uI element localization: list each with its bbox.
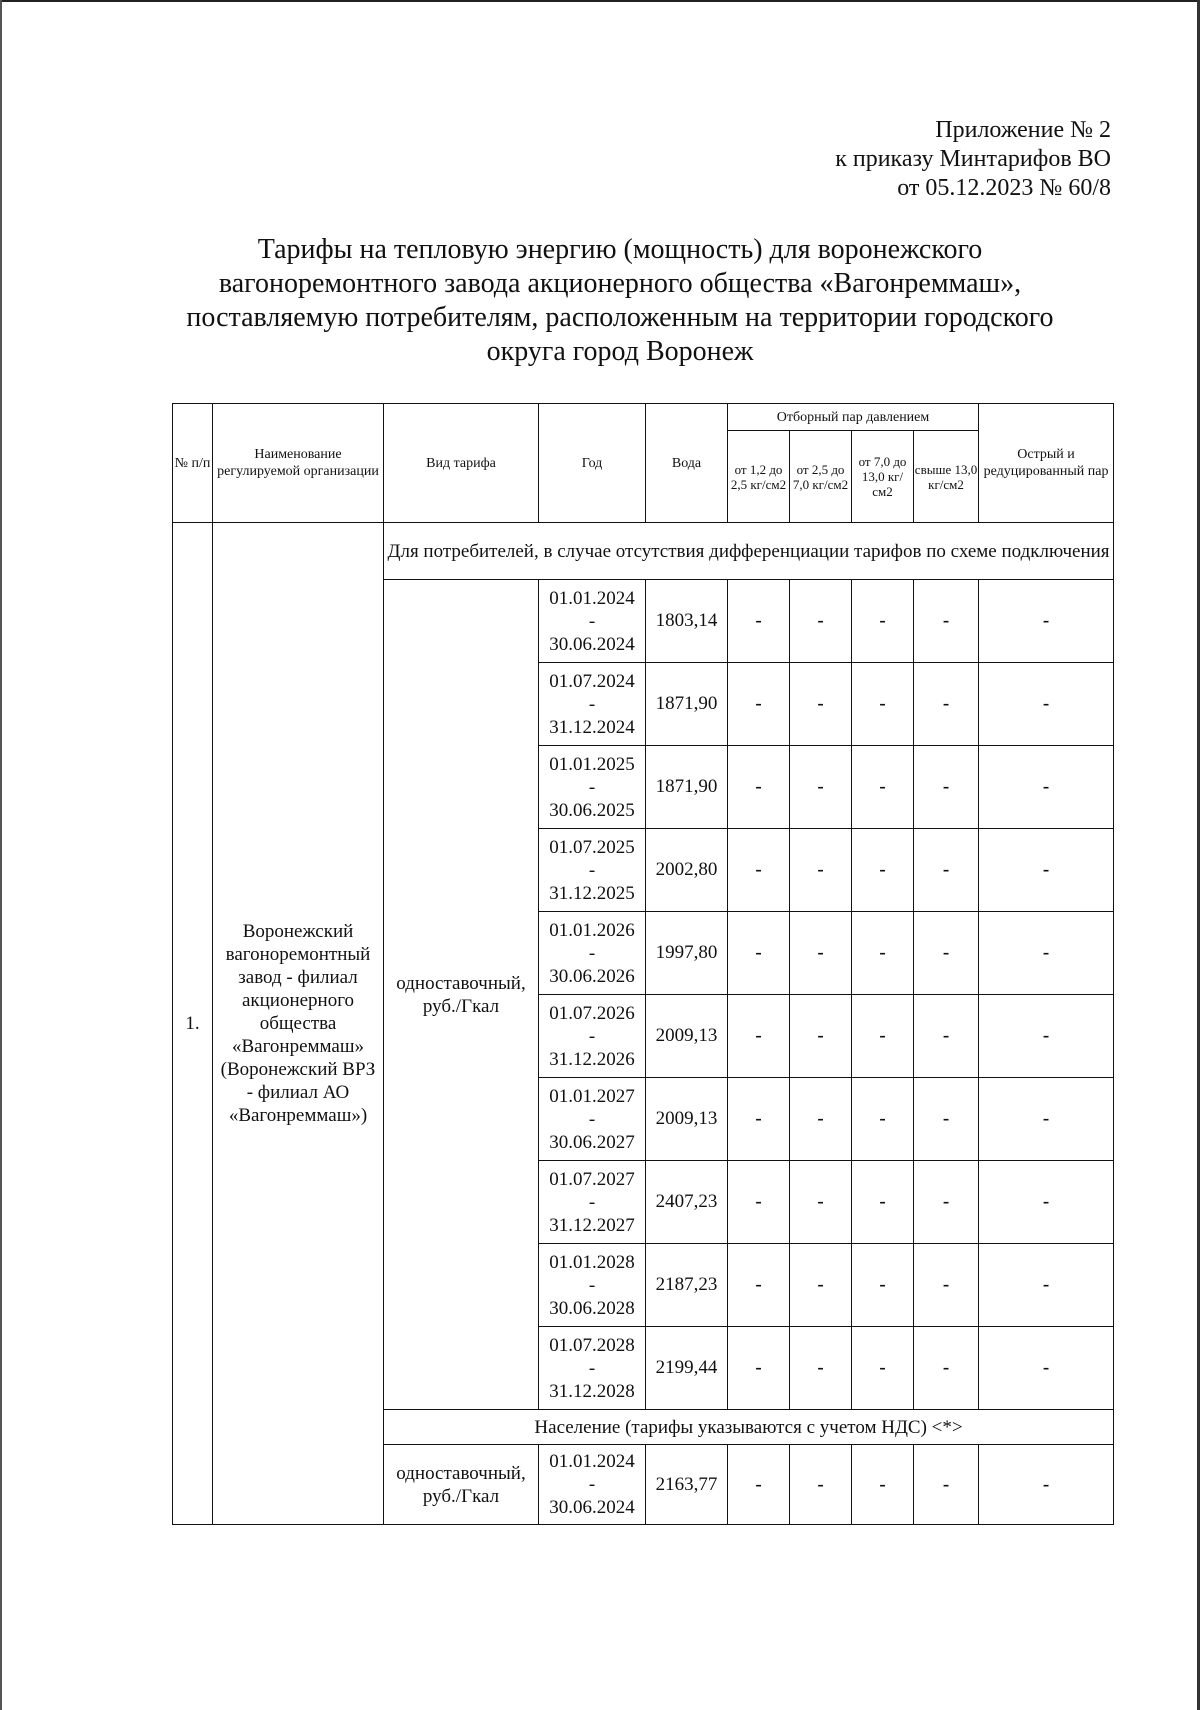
steam-3-value: - <box>852 580 914 663</box>
steam-1-value: - <box>728 746 790 829</box>
period-end: 31.12.2024 <box>549 716 635 738</box>
appendix-reference <box>835 116 1111 203</box>
steam-3-value: - <box>852 912 914 995</box>
steam-1-value: - <box>728 1327 790 1410</box>
steam-2-value: - <box>790 1078 852 1161</box>
steam-1-value: - <box>728 995 790 1078</box>
period-separator: - <box>588 1474 596 1495</box>
period-separator: - <box>588 1191 596 1213</box>
steam-2-value: - <box>790 580 852 663</box>
water-tariff: 2009,13 <box>646 995 728 1078</box>
header-tariff-type: Вид тарифа <box>384 404 539 523</box>
steam-4-value: - <box>914 912 979 995</box>
water-tariff: 2407,23 <box>646 1161 728 1244</box>
steam-2-value: - <box>790 1161 852 1244</box>
period-end: 31.12.2025 <box>549 882 635 904</box>
title-line: Тарифы на тепловую энергию (мощность) для воронежского <box>257 234 983 265</box>
period-cell <box>539 1244 646 1327</box>
sharp-steam-value: - <box>979 1445 1114 1525</box>
steam-1-value: - <box>728 829 790 912</box>
water-tariff: 2002,80 <box>646 829 728 912</box>
steam-3-value: - <box>852 829 914 912</box>
steam-1-value: - <box>728 1244 790 1327</box>
period-separator: - <box>588 1025 596 1047</box>
appendix-line: к приказу Минтарифов ВО <box>835 146 1111 172</box>
tariff-type-cell: одноставочный, руб./Гкал <box>384 1445 539 1525</box>
steam-1-value: - <box>728 663 790 746</box>
steam-3-value: - <box>852 1445 914 1525</box>
steam-2-value: - <box>790 829 852 912</box>
water-tariff: 2199,44 <box>646 1327 728 1410</box>
header-sharp-steam: Острый и редуцированный пар <box>979 404 1114 523</box>
steam-4-value: - <box>914 1327 979 1410</box>
sharp-steam-value: - <box>979 580 1114 663</box>
period-start: 01.01.2027 <box>549 1085 635 1107</box>
header-water: Вода <box>646 404 728 523</box>
sharp-steam-value: - <box>979 746 1114 829</box>
scan-edge-left <box>0 0 2 1710</box>
steam-1-value: - <box>728 580 790 663</box>
steam-4-value: - <box>914 580 979 663</box>
period-separator: - <box>588 942 596 964</box>
period-start: 01.01.2025 <box>549 753 635 775</box>
period-start: 01.07.2026 <box>549 1002 635 1024</box>
period-cell <box>539 1078 646 1161</box>
water-tariff: 1871,90 <box>646 663 728 746</box>
period-cell <box>539 663 646 746</box>
period-start: 01.07.2025 <box>549 836 635 858</box>
period-separator: - <box>588 776 596 798</box>
steam-4-value: - <box>914 1445 979 1525</box>
tariff-type-cell: одноставочный, руб./Гкал <box>384 580 539 1410</box>
steam-3-value: - <box>852 1161 914 1244</box>
water-tariff: 2187,23 <box>646 1244 728 1327</box>
period-separator: - <box>588 610 596 632</box>
period-end: 31.12.2028 <box>549 1380 635 1402</box>
tariff-table <box>172 403 1114 1525</box>
steam-4-value: - <box>914 663 979 746</box>
period-cell <box>539 1327 646 1410</box>
header-steam-1: от 1,2 до 2,5 кг/см2 <box>728 431 790 523</box>
period-end: 30.06.2024 <box>549 633 635 655</box>
water-tariff: 1871,90 <box>646 746 728 829</box>
sharp-steam-value: - <box>979 663 1114 746</box>
scan-edge-top <box>0 0 1200 2</box>
period-start: 01.01.2024 <box>549 1451 635 1472</box>
title-line: поставляемую потребителям, расположенным на территории городского <box>186 302 1054 333</box>
sharp-steam-value: - <box>979 1078 1114 1161</box>
steam-3-value: - <box>852 663 914 746</box>
steam-3-value: - <box>852 1244 914 1327</box>
steam-1-value: - <box>728 1161 790 1244</box>
steam-2-value: - <box>790 995 852 1078</box>
header-year: Год <box>539 404 646 523</box>
period-end: 31.12.2027 <box>549 1214 635 1236</box>
period-end: 30.06.2025 <box>549 799 635 821</box>
period-end: 31.12.2026 <box>549 1048 635 1070</box>
period-separator: - <box>588 1357 596 1379</box>
steam-4-value: - <box>914 746 979 829</box>
appendix-line: Приложение № 2 <box>935 117 1111 143</box>
steam-1-value: - <box>728 1078 790 1161</box>
water-tariff: 1997,80 <box>646 912 728 995</box>
steam-2-value: - <box>790 1244 852 1327</box>
steam-4-value: - <box>914 995 979 1078</box>
sharp-steam-value: - <box>979 912 1114 995</box>
period-start: 01.01.2026 <box>549 919 635 941</box>
period-separator: - <box>588 859 596 881</box>
period-start: 01.01.2024 <box>549 587 635 609</box>
steam-4-value: - <box>914 1078 979 1161</box>
steam-4-value: - <box>914 829 979 912</box>
appendix-line: от 05.12.2023 № 60/8 <box>897 175 1111 201</box>
period-end: 30.06.2027 <box>549 1131 635 1153</box>
period-start: 01.07.2028 <box>549 1334 635 1356</box>
water-tariff: 2163,77 <box>646 1445 728 1525</box>
water-tariff: 2009,13 <box>646 1078 728 1161</box>
period-separator: - <box>588 1274 596 1296</box>
steam-3-value: - <box>852 1078 914 1161</box>
header-steam-4: свыше 13,0 кг/см2 <box>914 431 979 523</box>
steam-3-value: - <box>852 1327 914 1410</box>
steam-1-value: - <box>728 1445 790 1525</box>
period-cell <box>539 1445 646 1525</box>
period-separator: - <box>588 1108 596 1130</box>
period-cell <box>539 829 646 912</box>
period-start: 01.07.2024 <box>549 670 635 692</box>
period-end: 30.06.2024 <box>549 1497 635 1518</box>
steam-3-value: - <box>852 746 914 829</box>
sharp-steam-value: - <box>979 1161 1114 1244</box>
sharp-steam-value: - <box>979 1327 1114 1410</box>
period-cell <box>539 580 646 663</box>
title-line: округа город Воронеж <box>486 336 754 367</box>
header-num: № п/п <box>173 404 213 523</box>
organization-name: Воронежский вагоноремонтный завод - филиал акционерного общества «Вагонреммаш» (Воронежский ВРЗ - филиал АО «Вагонреммаш») <box>213 523 384 1525</box>
header-steam-2: от 2,5 до 7,0 кг/см2 <box>790 431 852 523</box>
period-start: 01.07.2027 <box>549 1168 635 1190</box>
steam-2-value: - <box>790 746 852 829</box>
steam-3-value: - <box>852 995 914 1078</box>
steam-2-value: - <box>790 912 852 995</box>
header-steam-3: от 7,0 до 13,0 кг/см2 <box>852 431 914 523</box>
period-end: 30.06.2026 <box>549 965 635 987</box>
sharp-steam-value: - <box>979 829 1114 912</box>
period-cell <box>539 1161 646 1244</box>
header-steam-group: Отборный пар давлением <box>728 404 979 431</box>
period-end: 30.06.2028 <box>549 1297 635 1319</box>
sharp-steam-value: - <box>979 995 1114 1078</box>
row-number: 1. <box>173 523 213 1525</box>
title-line: вагоноремонтного завода акционерного общества «Вагонреммаш», <box>218 268 1022 299</box>
steam-2-value: - <box>790 1445 852 1525</box>
steam-4-value: - <box>914 1244 979 1327</box>
steam-2-value: - <box>790 663 852 746</box>
section-heading: Для потребителей, в случае отсутствия дифференциации тарифов по схеме подключения <box>384 523 1114 580</box>
water-tariff: 1803,14 <box>646 580 728 663</box>
steam-2-value: - <box>790 1327 852 1410</box>
period-start: 01.01.2028 <box>549 1251 635 1273</box>
period-cell <box>539 912 646 995</box>
period-separator: - <box>588 693 596 715</box>
steam-1-value: - <box>728 912 790 995</box>
section-heading: Население (тарифы указываются с учетом НДС) <*> <box>384 1410 1114 1445</box>
header-org: Наименование регулируемой организации <box>213 404 384 523</box>
document-title <box>160 233 1080 369</box>
period-cell <box>539 746 646 829</box>
steam-4-value: - <box>914 1161 979 1244</box>
period-cell <box>539 995 646 1078</box>
sharp-steam-value: - <box>979 1244 1114 1327</box>
